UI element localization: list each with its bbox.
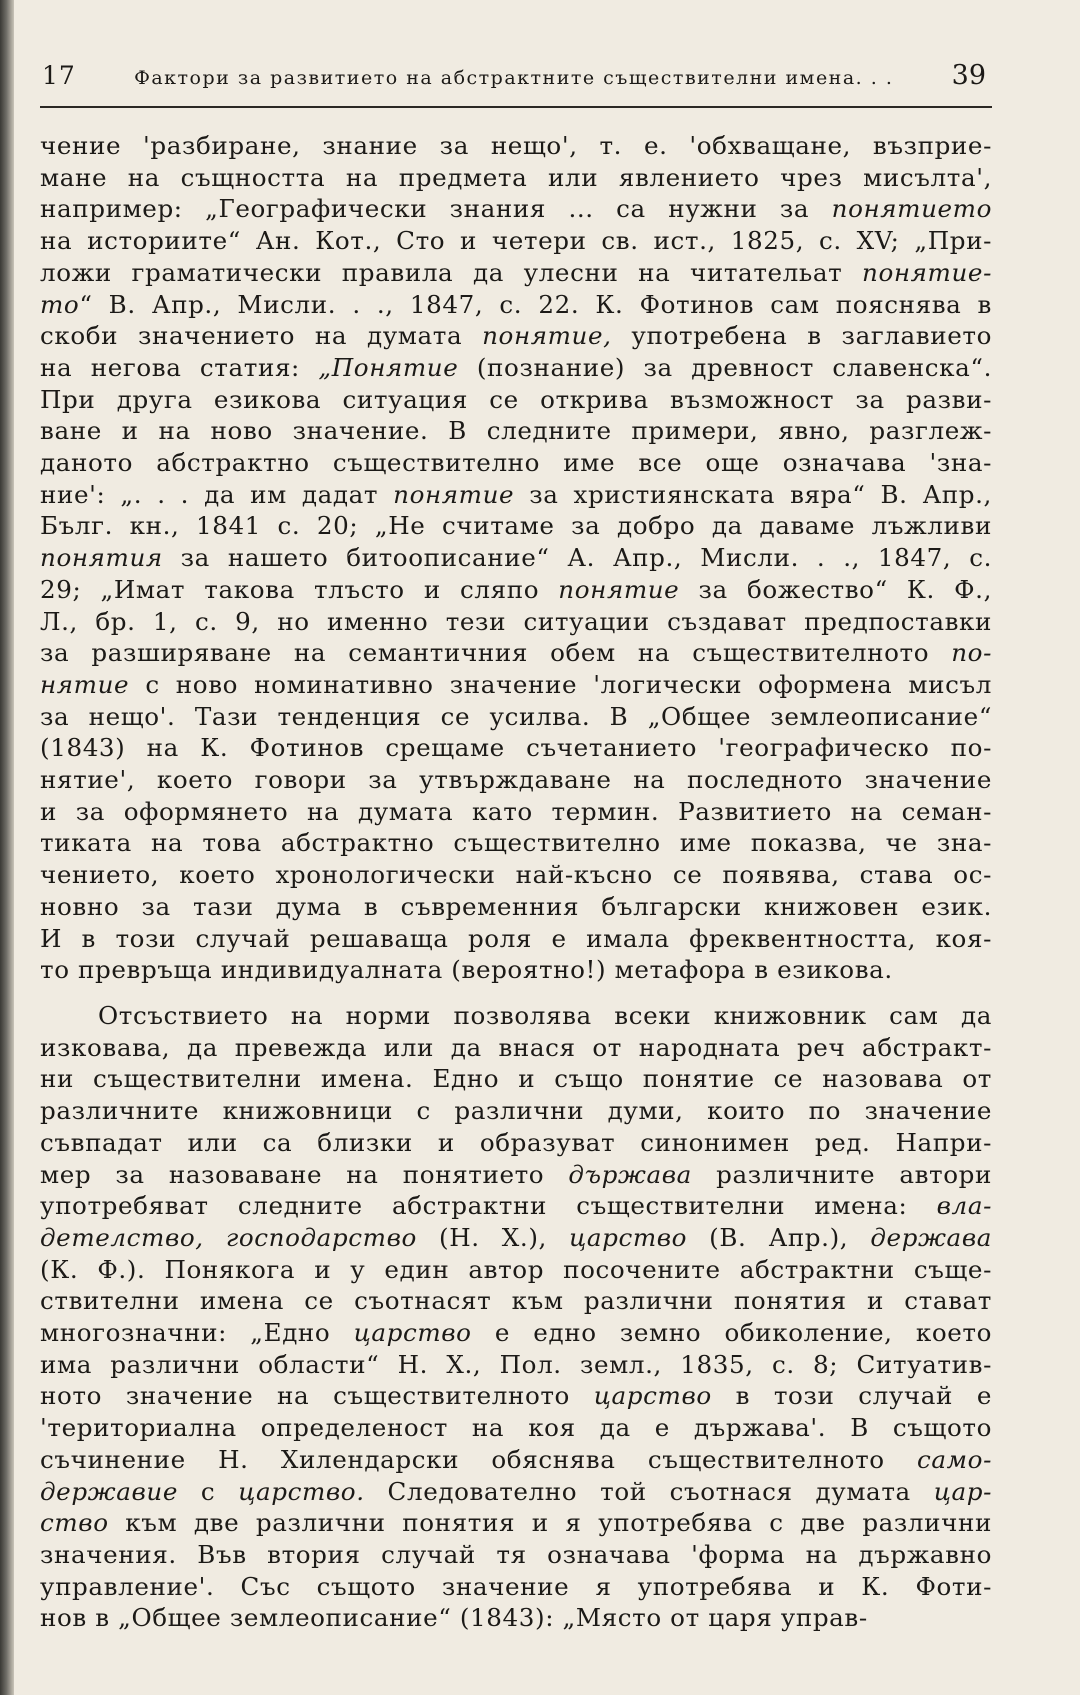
italic-term: по- xyxy=(951,638,992,668)
chapter-number: 17 xyxy=(42,61,76,90)
text-line: нятие с ново номинативно значение 'логически оформена мисъл xyxy=(40,669,992,699)
italic-term: понятия xyxy=(40,543,163,573)
text-line: Л., бр. 1, с. 9, но именно тези ситуации създават предпоставки xyxy=(40,606,992,636)
text-line: ние': „. . . да им дадат понятие за християнската вяра“ В. Апр., xyxy=(40,479,992,509)
book-binding-edge xyxy=(0,0,14,1695)
italic-term: понятието xyxy=(831,194,992,224)
italic-term: царство. xyxy=(238,1476,365,1506)
italic-term: держава xyxy=(870,1222,992,1252)
text-line: Бълг. кн., 1841 с. 20; „Не считаме за добро да даваме лъжливи xyxy=(40,511,992,541)
italic-term: царство xyxy=(593,1381,712,1411)
italic-term: „Понятие xyxy=(318,352,459,382)
italic-term: държава xyxy=(568,1159,692,1189)
italic-term: само- xyxy=(917,1444,992,1474)
text-line: державие с царство. Следователно той съотнася думата цар- xyxy=(40,1476,992,1506)
text-line: чението, което хронологически най-късно се появява, става ос- xyxy=(40,860,992,890)
text-line: понятия за нашето битоописание“ А. Апр., Мисли. . ., 1847, с. xyxy=(40,543,992,573)
italic-term: цар- xyxy=(933,1476,992,1506)
text-line: управление'. Със същото значение я употребява и К. Фоти- xyxy=(40,1571,992,1601)
text-line: на историите“ Ан. Кот., Сто и четери св. ист., 1825, с. XV; „При- xyxy=(40,226,992,256)
running-header xyxy=(40,60,992,108)
text-line: например: „Географически знания ... са нужни за понятието xyxy=(40,194,992,224)
text-line: Отсъствието на норми позволява всеки книжовник сам да xyxy=(98,1000,992,1030)
text-line: ване и на ново значение. В следните примери, явно, разглеж- xyxy=(40,416,992,446)
text-line: употребяват следните абстрактни съществителни имена: вла- xyxy=(40,1191,992,1221)
italic-term: понятие, xyxy=(482,321,612,351)
text-line: за нещо'. Тази тенденция се усилва. В „Общее землеописание“ xyxy=(40,701,992,731)
text-line: ложи граматически правила да улесни на читательат понятие- xyxy=(40,257,992,287)
italic-term: детелство, господарство xyxy=(40,1222,417,1252)
text-line: новно за тази дума в съвременния български книжовен език. xyxy=(40,891,992,921)
paragraph xyxy=(40,130,992,986)
text-line: (К. Ф.). Понякога и у един автор посочените абстрактни съще- xyxy=(40,1254,992,1284)
text-line: има различни области“ Н. Х., Пол. земл., 1835, с. 8; Ситуатив- xyxy=(40,1349,992,1379)
text-line: съчинение Н. Хилендарски обяснява съществителното само- xyxy=(40,1444,992,1474)
text-line: и за оформянето на думата като термин. Развитието на семан- xyxy=(40,796,992,826)
italic-term: понятие xyxy=(393,479,515,509)
text-line: мане на същността на предмета или явлението чрез мисълта', xyxy=(40,162,992,192)
page-number: 39 xyxy=(951,60,986,91)
text-line: При друга езикова ситуация се открива възможност за разви- xyxy=(40,384,992,414)
text-line: изковава, да превежда или да внася от народната реч абстракт- xyxy=(40,1032,992,1062)
text-line: ни съществителни имена. Едно и също понятие се назовава от xyxy=(40,1064,992,1094)
italic-term: понятие xyxy=(558,574,680,604)
text-line: скоби значението на думата понятие, употребена в заглавието xyxy=(40,321,993,351)
text-line: тиката на това абстрактно съществително име показва, че зна- xyxy=(40,828,992,858)
italic-term: понятие- xyxy=(862,257,992,287)
text-line: ното значение на съществителното царство в този случай е xyxy=(40,1381,992,1411)
text-line: значения. Във втория случай тя означава 'форма на държавно xyxy=(40,1539,992,1569)
text-line: мер за назоваване на понятието държава различните автори xyxy=(40,1159,993,1189)
italic-term: то xyxy=(40,289,80,319)
italic-term: державие xyxy=(40,1476,179,1506)
italic-term: царство xyxy=(569,1222,688,1252)
text-line: 29; „Имат такова тлъсто и сляпо понятие за божество“ К. Ф., xyxy=(40,574,992,604)
text-line: ство към две различни понятия и я употребява с две различни xyxy=(40,1508,992,1538)
text-line: то“ В. Апр., Мисли. . ., 1847, с. 22. К. Фотинов сам пояснява в xyxy=(40,289,992,319)
text-line: И в този случай решаваща роля е имала фреквентността, коя- xyxy=(40,923,992,953)
text-line: многозначни: „Едно царство е едно земно обиколение, което xyxy=(40,1318,992,1348)
book-page xyxy=(40,60,992,1634)
body-text xyxy=(40,130,992,1634)
italic-term: ство xyxy=(40,1508,109,1538)
italic-term: нятие xyxy=(40,669,130,699)
text-line: съвпадат или са близки и образуват синонимен ред. Напри- xyxy=(40,1127,992,1157)
italic-term: царство xyxy=(353,1318,472,1348)
text-line: нов в „Общее землеописание“ (1843): „Място от царя управ- xyxy=(40,1603,868,1633)
text-line: то превръща индивидуалната (вероятно!) метафора в езикова. xyxy=(40,955,893,985)
italic-term: вла- xyxy=(936,1191,992,1221)
text-line: на негова статия: „Понятие (познание) за древност славенска“. xyxy=(40,352,992,382)
text-line: даното абстрактно съществително име все още означава 'зна- xyxy=(40,448,992,478)
paragraph-gap xyxy=(40,986,992,1000)
paragraph xyxy=(40,1000,992,1634)
text-line: нятие', което говори за утвърждаване на последното значение xyxy=(40,765,992,795)
text-line: детелство, господарство (Н. Х.), царство (В. Апр.), держава xyxy=(40,1222,992,1252)
text-line: 'териториална определеност на коя да е държава'. В същото xyxy=(40,1413,992,1443)
text-line: ствителни имена се съотнасят към различни понятия и стават xyxy=(40,1286,992,1316)
running-title: Фактори за развитието на абстрактните съществителни имена. . . xyxy=(134,67,894,89)
text-line: (1843) на К. Фотинов срещаме съчетанието 'географическо по- xyxy=(40,733,992,763)
text-line: различните книжовници с различни думи, които по значение xyxy=(40,1096,992,1126)
text-line: за разширяване на семантичния обем на съществителното по- xyxy=(40,638,992,668)
text-line: чение 'разбиране, знание за нещо', т. е. 'обхващане, възприе- xyxy=(40,131,992,160)
